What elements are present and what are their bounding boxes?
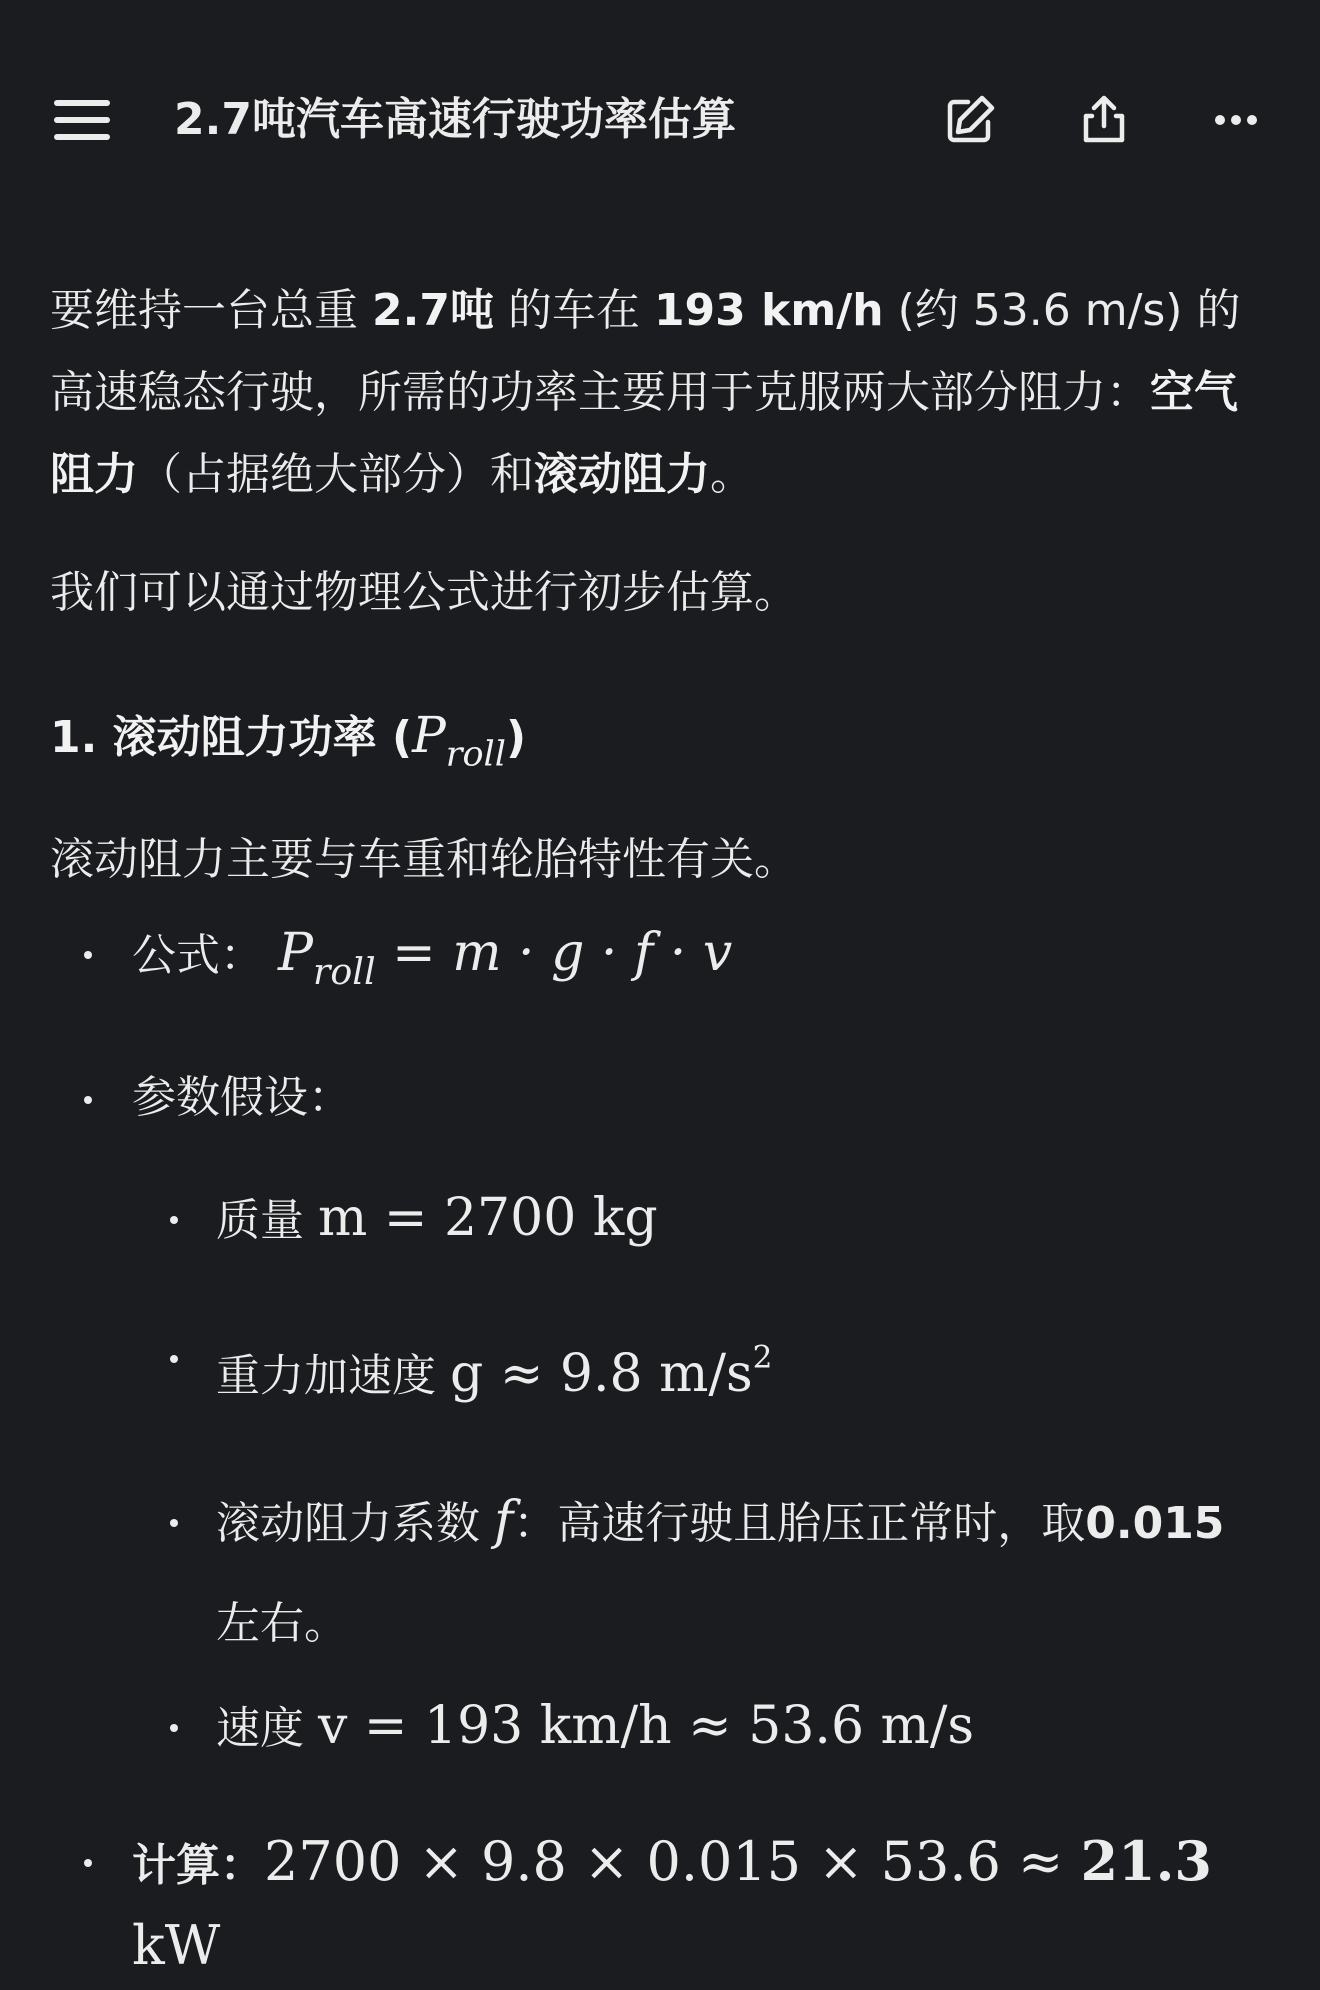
intro-paragraph [50, 270, 1280, 516]
calc-result: 21.3 [1080, 1828, 1212, 1893]
mass-label: 质量 [216, 1195, 318, 1247]
gravity-label: 重力加速度 [216, 1350, 450, 1402]
formula-label: 公式： [132, 930, 264, 982]
calc-expression: 2700 × 9.8 × 0.015 × 53.6 ≈ [264, 1829, 1081, 1893]
list-item-formula [50, 913, 1280, 1012]
friction-text-end: 左右。 [216, 1597, 348, 1649]
mass-math: m = 2700 kg [318, 1188, 658, 1249]
heading-symbol-sub: roll [445, 734, 506, 775]
bullet [170, 1355, 178, 1363]
intro-text: 。 [710, 449, 754, 500]
section-description: 滚动阻力主要与车重和轮胎特性有关。 [50, 834, 798, 886]
edit-icon[interactable] [940, 90, 1000, 150]
formula-math [278, 923, 733, 994]
intro-weight: 2.7吨 [372, 285, 494, 336]
bullet [84, 1096, 92, 1104]
more-icon[interactable] [1206, 90, 1266, 150]
friction-label: 滚动阻力系数 [216, 1497, 494, 1549]
list-item-speed [50, 1686, 1280, 1769]
friction-value: 0.015 [1085, 1497, 1225, 1549]
intro-text: 的车在 [493, 285, 654, 336]
estimate-paragraph: 我们可以通过物理公式进行初步估算。 [50, 567, 798, 618]
intro-speed: 193 km/h [653, 285, 884, 336]
section-heading [50, 694, 1280, 795]
intro-rolling-resistance: 滚动阻力 [534, 449, 710, 500]
bullet [84, 1859, 92, 1867]
friction-symbol-f: f [494, 1490, 514, 1551]
intro-air-drag: 空气阻力 [50, 367, 1238, 500]
top-bar [0, 0, 1320, 240]
share-icon[interactable] [1074, 90, 1134, 150]
formula-rhs: = m · g · f · v [375, 923, 733, 984]
calc-label: 计算： [132, 1839, 264, 1891]
hamburger-menu-icon[interactable] [54, 98, 112, 142]
list-item-friction [50, 1471, 1280, 1674]
gravity-math [450, 1339, 773, 1404]
gravity-math-exp: 2 [752, 1339, 773, 1376]
friction-symbol [494, 1491, 513, 1551]
friction-text: ：高速行驶且胎压正常时，取 [513, 1497, 1086, 1549]
section-heading-symbol [412, 706, 506, 775]
bullet [170, 1519, 178, 1527]
formula-lhs: P [278, 923, 313, 984]
section-heading-text: 1. 滚动阻力功率 ( [50, 712, 413, 763]
speed-math: v = 193 km/h ≈ 53.6 m/s [318, 1695, 975, 1756]
section-list [50, 913, 1280, 1989]
intro-text: 要维持一台总重 [50, 285, 372, 336]
intro-text: (约 53.6 m/s) 的高速稳态行驶，所需的功率主要用于克服两大部分阻力： [50, 285, 1241, 418]
bullet [170, 1216, 178, 1224]
bullet [84, 951, 92, 959]
params-label: 参数假设： [132, 1072, 352, 1124]
calc-math [132, 1830, 1212, 1977]
calc-unit: kW [132, 1913, 221, 1977]
heading-symbol-p: P [412, 706, 446, 764]
page-title: 2.7吨汽车高速行驶功率估算 [174, 94, 736, 145]
speed-label: 速度 [216, 1702, 318, 1754]
list-item-calculation [50, 1821, 1280, 1990]
message-content [50, 270, 1280, 1990]
list-item-params [50, 1058, 1280, 1138]
formula-lhs-sub: roll [313, 950, 376, 994]
list-item-gravity [50, 1317, 1280, 1416]
section-heading-close: ) [505, 712, 527, 763]
list-item-mass [50, 1178, 1280, 1261]
intro-text: （占据绝大部分）和 [138, 449, 534, 500]
gravity-math-text: g ≈ 9.8 m/s [450, 1343, 753, 1404]
bullet [170, 1724, 178, 1732]
